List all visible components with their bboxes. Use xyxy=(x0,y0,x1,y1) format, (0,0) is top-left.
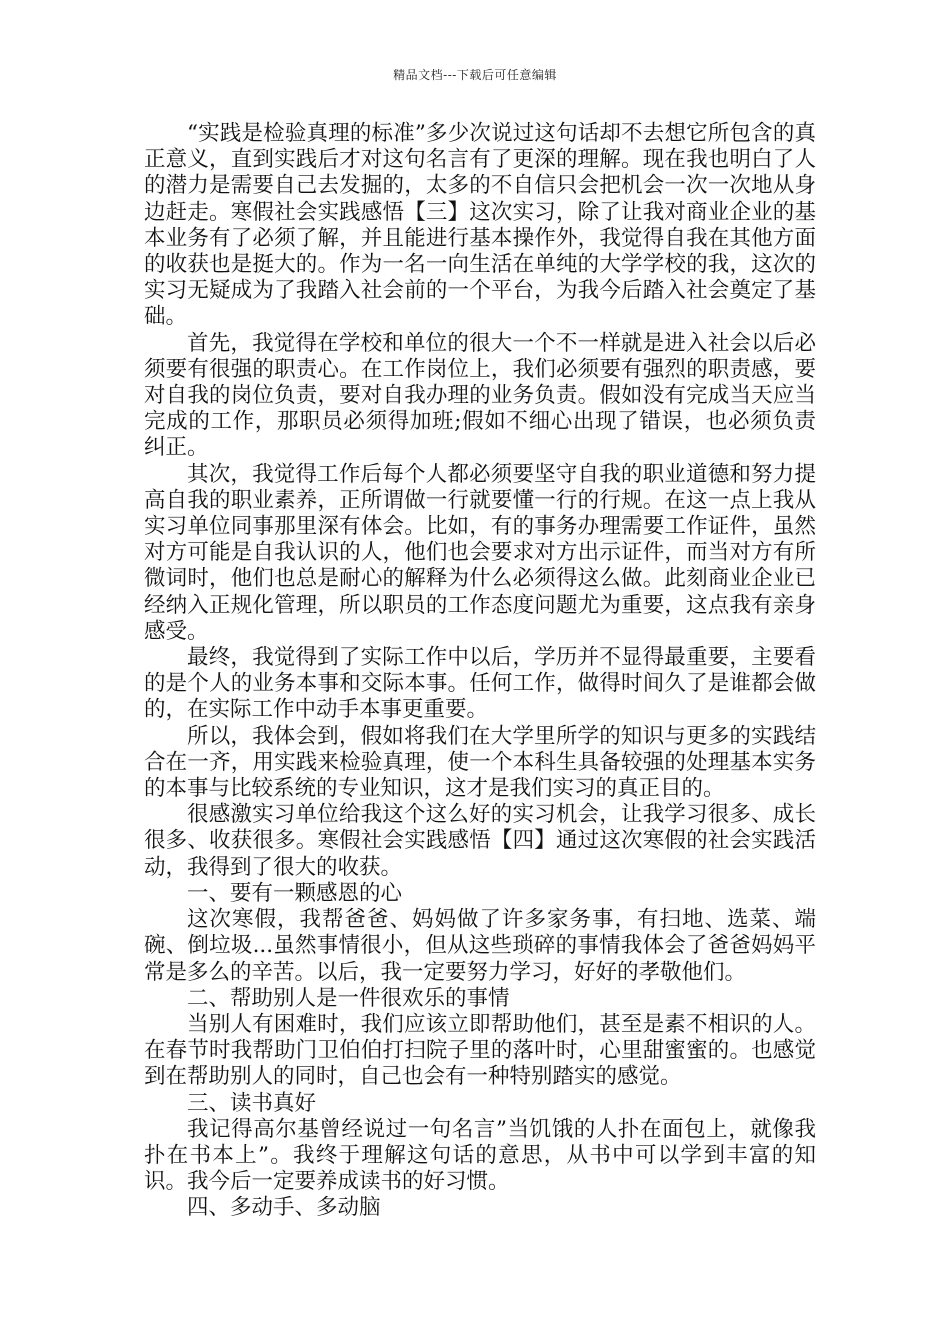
page-header: 精品文档---下载后可任意编辑 xyxy=(393,68,557,82)
paragraph-5: 所以，我体会到，假如将我们在大学里所学的知识与更多的实践结合在一齐，用实践来检验真理，使一个本科生具备较强的处理基本实务的本事与比较系统的专业知识，这才是我们实习的真正目的。 xyxy=(144,723,816,802)
section-heading-1: 一、要有一颗感恩的心 xyxy=(187,880,403,906)
paragraph-4: 最终，我觉得到了实际工作中以后，学历并不显得最重要，主要看的是个人的业务本事和交际本事。任何工作，做得时间久了是谁都会做的，在实际工作中动手本事更重要。 xyxy=(144,645,816,723)
paragraph-2: 首先，我觉得在学校和单位的很大一个不一样就是进入社会以后必须要有很强的职责心。在工作岗位上，我们必须要有强烈的职责感，要对自我的岗位负责，要对自我办理的业务负责。假如没有完成当天应当完成的工作，那职员必须得加班;假如不细心出现了错误，也必须负责纠正。 xyxy=(144,330,816,461)
section-heading-2: 二、帮助别人是一件很欢乐的事情 xyxy=(187,985,510,1011)
paragraph-3: 其次，我觉得工作后每个人都必须要坚守自我的职业道德和努力提高自我的职业素养，正所谓做一行就要懂一行的行规。在这一点上我从实习单位同事那里深有体会。比如，有的事务办理需要工作证件，虽然对方可能是自我认识的人，他们也会要求对方出示证件，而当对方有所微词时，他们也总是耐心的解释为什么必须得这么做。此刻商业企业已经纳入正规化管理，所以职员的工作态度问题尤为重要，这点我有亲身感受。 xyxy=(144,461,816,644)
paragraph-9: 我记得高尔基曾经说过一句名言”当饥饿的人扑在面包上，就像我扑在书本上”。我终于理解这句话的意思，从书中可以学到丰富的知识。我今后一定要养成读书的好习惯。 xyxy=(144,1116,816,1195)
document-body xyxy=(144,121,816,1222)
paragraph-8: 当别人有困难时，我们应该立即帮助他们，甚至是素不相识的人。在春节时我帮助门卫伯伯打扫院子里的落叶时，心里甜蜜蜜的。也感觉到在帮助别人的同时，自己也会有一种特别踏实的感觉。 xyxy=(144,1011,816,1090)
paragraph-1: “实践是检验真理的标准”多少次说过这句话却不去想它所包含的真正意义，直到实践后才对这句名言有了更深的理解。现在我也明白了人的潜力是需要自己去发掘的，太多的不自信只会把机会一次一次地从身边赶走。寒假社会实践感悟【三】这次实习，除了让我对商业企业的基本业务有了必须了解，并且能进行基本操作外，我觉得自我在其他方面的收获也是挺大的。作为一名一向生活在单纯的大学学校的我，这次的实习无疑成为了我踏入社会前的一个平台，为我今后踏入社会奠定了基础。 xyxy=(144,121,816,330)
paragraph-6: 很感激实习单位给我这个这么好的实习机会，让我学习很多、成长很多、收获很多。寒假社会实践感悟【四】通过这次寒假的社会实践活动，我得到了很大的收获。 xyxy=(144,802,816,880)
section-heading-4: 四、多动手、多动脑 xyxy=(187,1195,381,1221)
section-heading-3: 三、读书真好 xyxy=(187,1090,317,1116)
paragraph-7: 这次寒假，我帮爸爸、妈妈做了许多家务事，有扫地、选菜、端碗、倒垃圾...虽然事情很小，但从这些琐碎的事情我体会了爸爸妈妈平常是多么的辛苦。以后，我一定要努力学习，好好的孝敬他们。 xyxy=(144,907,816,985)
